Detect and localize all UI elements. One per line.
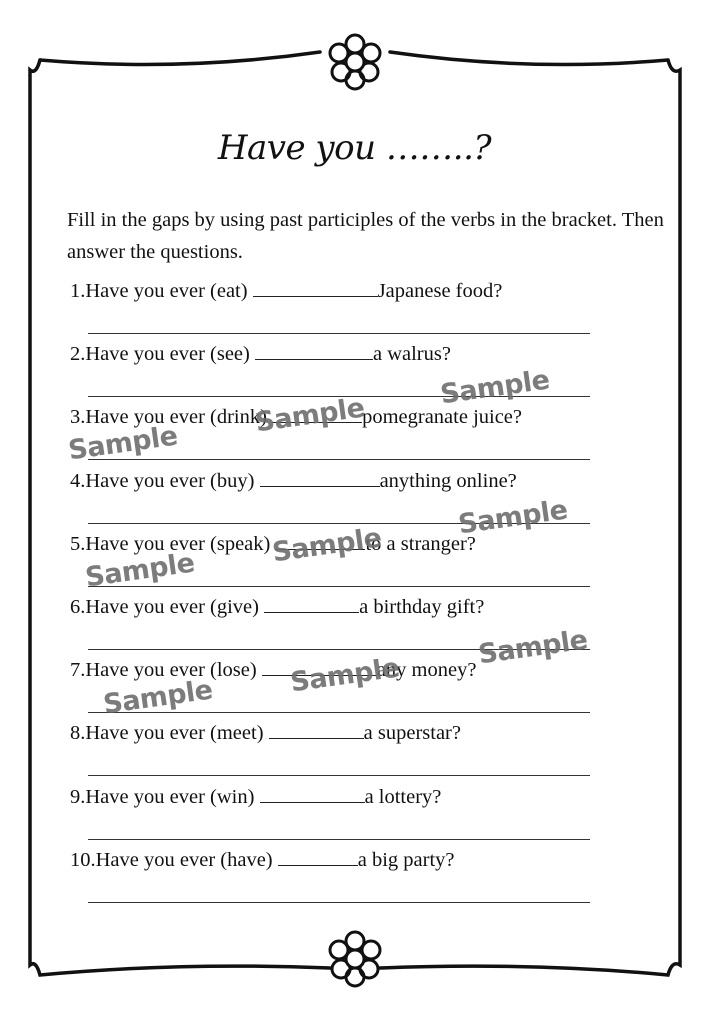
sample-watermark: Sample — [83, 547, 197, 594]
answer-line[interactable] — [88, 333, 590, 334]
answer-line[interactable] — [88, 902, 590, 903]
question-prefix: 5.Have you ever (speak) — [70, 532, 271, 555]
flower-icon-top — [330, 35, 380, 89]
gap-blank[interactable] — [255, 343, 373, 360]
sample-watermark: Sample — [438, 364, 552, 411]
question-8 — [70, 722, 461, 745]
gap-blank[interactable] — [264, 596, 359, 613]
question-7 — [70, 659, 476, 682]
sample-watermark: Sample — [66, 420, 180, 467]
sample-watermark: Sample — [476, 624, 590, 671]
question-suffix: a big party? — [357, 848, 455, 871]
sample-watermark: Sample — [101, 674, 215, 721]
gap-blank[interactable] — [260, 470, 380, 487]
question-prefix: 4.Have you ever (buy) — [70, 469, 255, 492]
question-prefix: 3.Have you ever (drink) — [70, 406, 267, 429]
instructions: Fill in the gaps by using past participles of the verbs in the bracket. Then answer the questions. — [67, 209, 664, 263]
question-suffix: anything online? — [379, 469, 517, 492]
question-suffix: a walrus? — [372, 343, 451, 366]
question-prefix: 9.Have you ever (win) — [70, 785, 255, 808]
question-suffix: a superstar? — [363, 722, 461, 745]
gap-blank[interactable] — [278, 849, 358, 866]
question-prefix: 1.Have you ever (eat) — [70, 280, 248, 302]
sample-watermark: Sample — [253, 392, 367, 439]
gap-blank[interactable] — [269, 722, 364, 739]
question-prefix: 8.Have you ever (meet) — [70, 722, 264, 745]
question-suffix: a birthday gift? — [359, 596, 485, 618]
sample-watermark: Sample — [288, 652, 402, 699]
question-4 — [70, 470, 517, 493]
question-suffix: Japanese food? — [377, 280, 503, 302]
question-10 — [70, 849, 455, 872]
sample-watermark: Sample — [270, 522, 384, 569]
question-prefix: 10.Have you ever (have) — [70, 848, 273, 871]
sample-watermark: Sample — [456, 494, 570, 541]
question-prefix: 7.Have you ever (lose) — [70, 659, 257, 682]
question-6 — [70, 596, 484, 619]
question-prefix: 6.Have you ever (give) — [70, 596, 259, 618]
question-suffix: a lottery? — [364, 785, 442, 808]
gap-blank[interactable] — [253, 280, 378, 297]
question-suffix: any money? — [376, 659, 477, 682]
question-9 — [70, 786, 441, 809]
question-1 — [70, 280, 502, 303]
answer-line[interactable] — [88, 459, 590, 460]
flower-icon-bottom — [330, 932, 380, 986]
answer-line[interactable] — [88, 775, 590, 776]
question-suffix: to a stranger? — [365, 532, 476, 555]
question-2 — [70, 343, 451, 366]
answer-line[interactable] — [88, 586, 590, 587]
question-suffix: pomegranate juice? — [362, 406, 523, 429]
gap-blank[interactable] — [260, 786, 365, 803]
question-prefix: 2.Have you ever (see) — [70, 343, 250, 366]
answer-line[interactable] — [88, 839, 590, 840]
page-title: Have you ……..? — [217, 128, 492, 168]
